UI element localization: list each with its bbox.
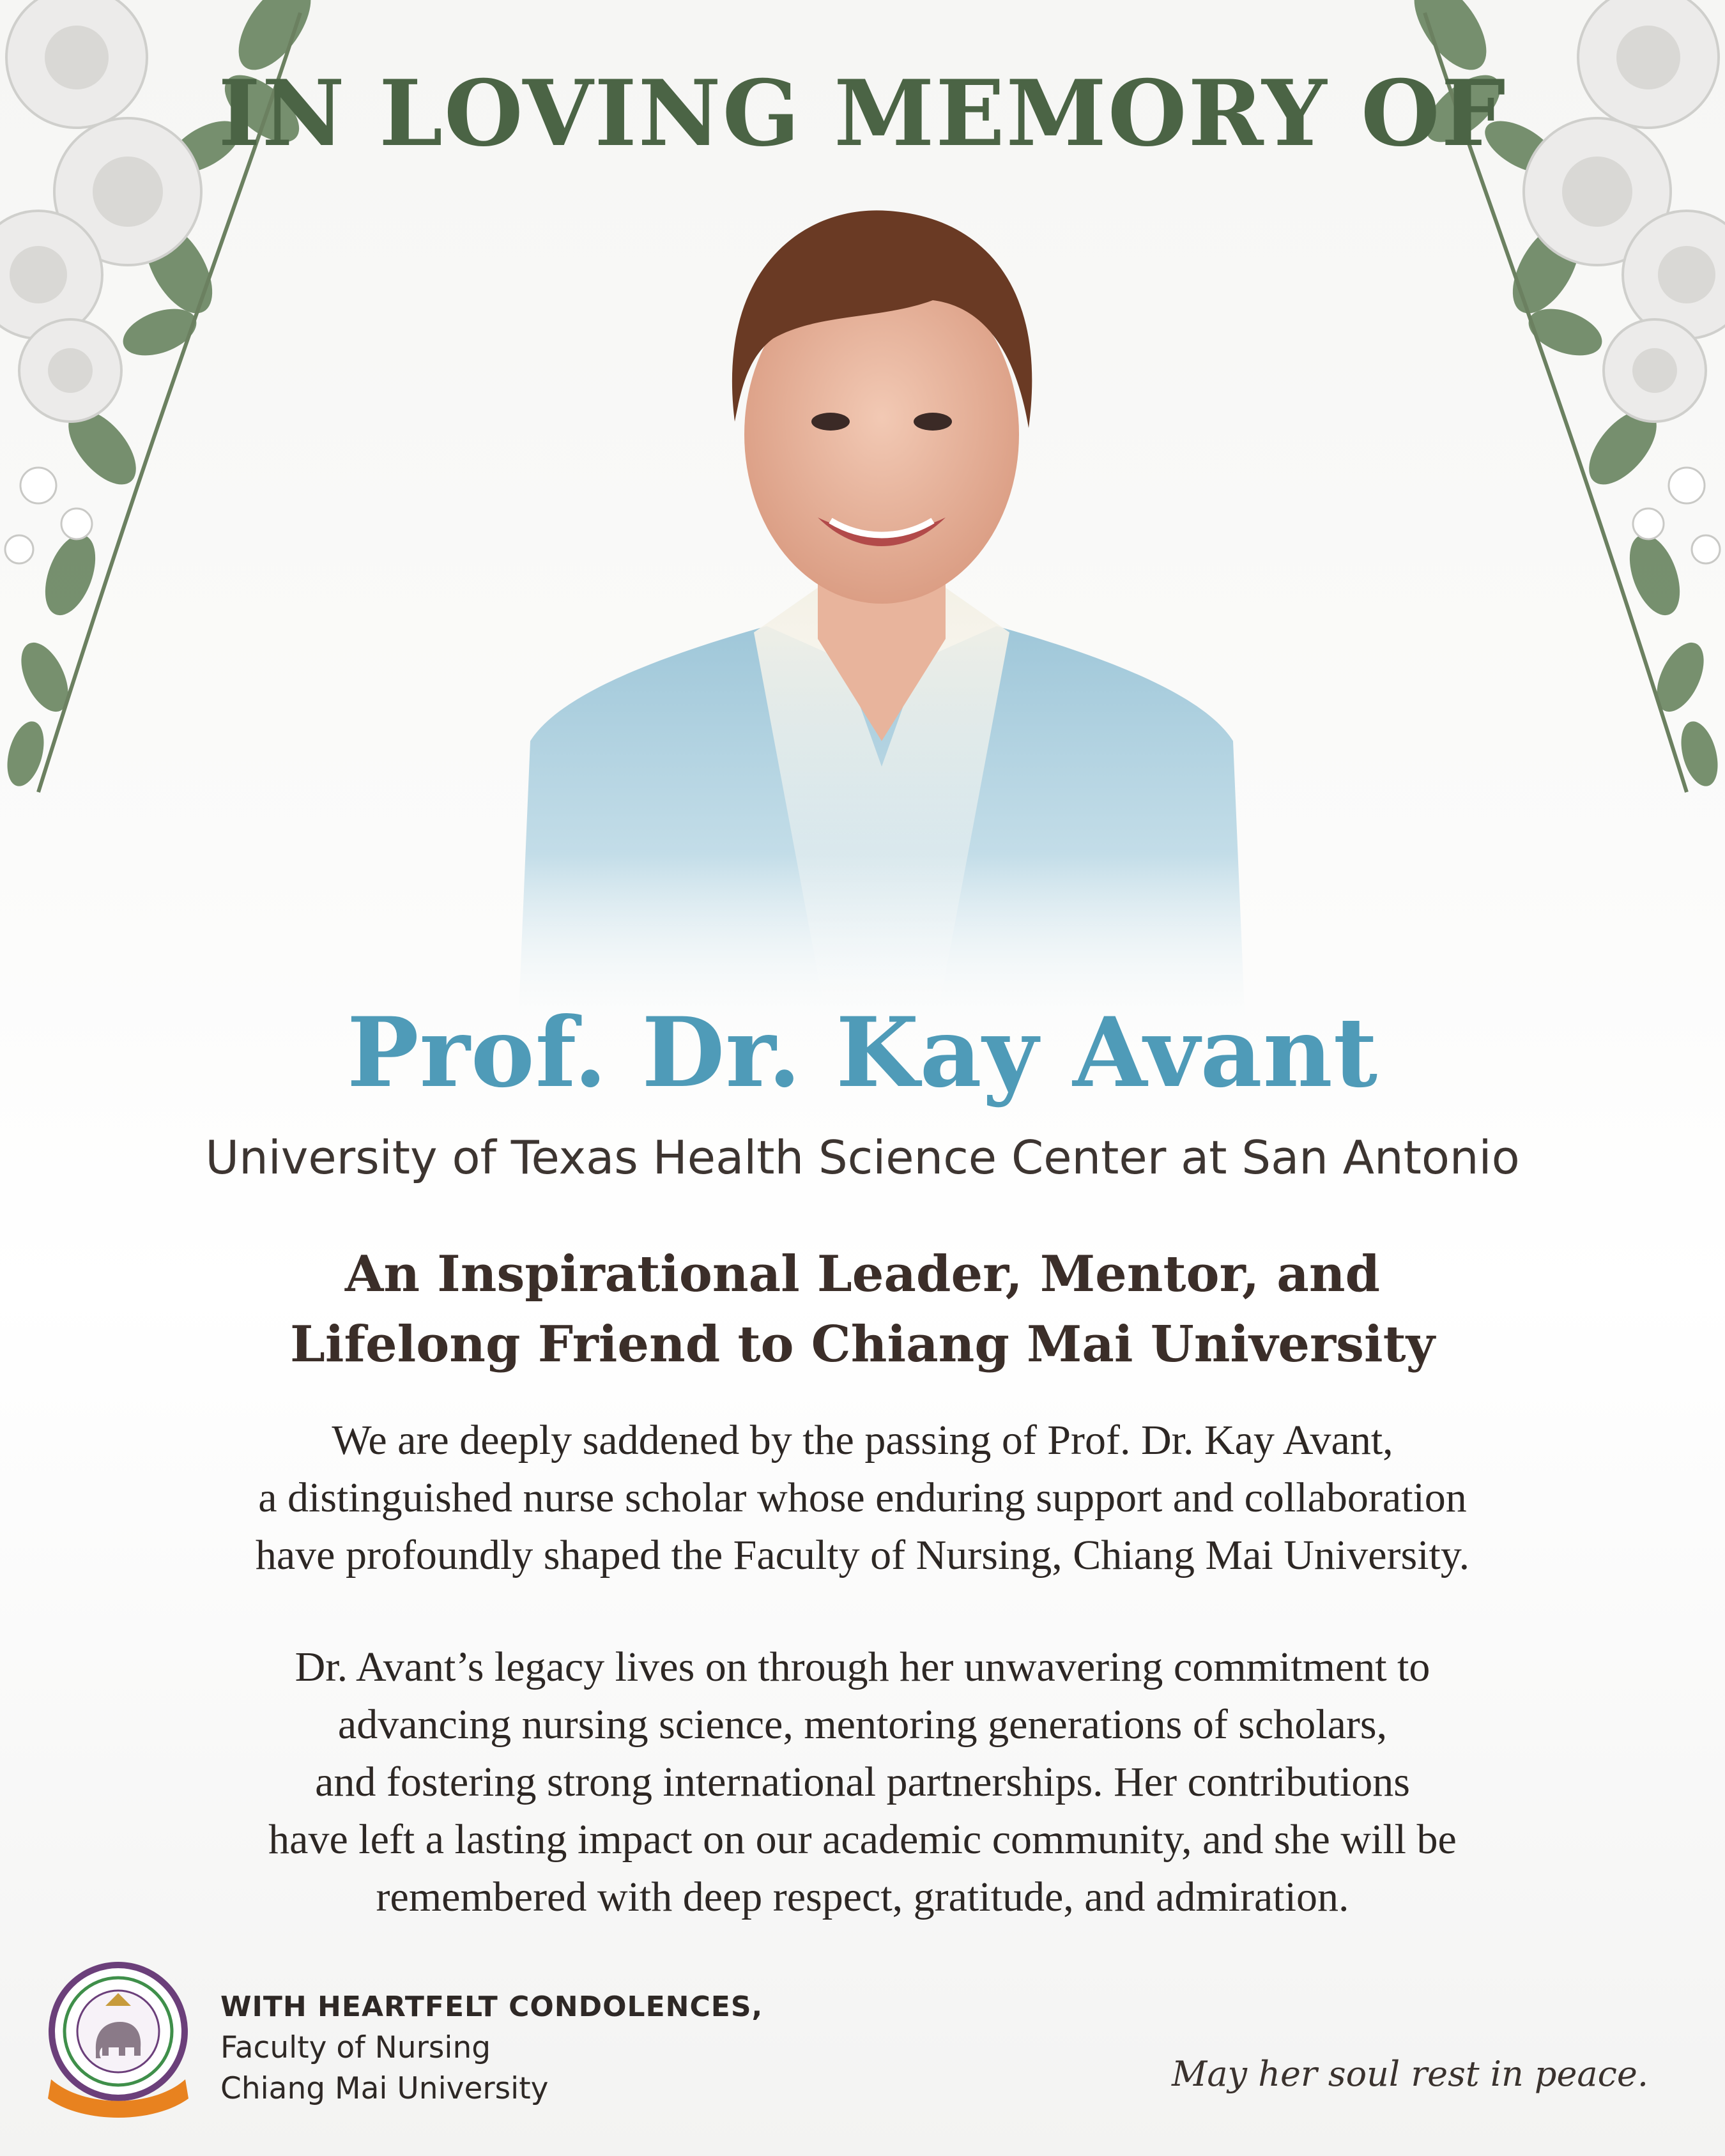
paragraph-line: a distinguished nurse scholar whose enduring support and collaboration xyxy=(258,1474,1467,1521)
tagline-line: An Inspirational Leader, Mentor, and xyxy=(344,1245,1381,1303)
tagline xyxy=(0,1239,1725,1380)
faculty-name: Faculty of Nursing xyxy=(220,2030,491,2065)
paragraph-line: have profoundly shaped the Faculty of Nursing, Chiang Mai University. xyxy=(255,1532,1470,1579)
tagline-line: Lifelong Friend to Chiang Mai University xyxy=(289,1315,1436,1373)
closing-message: May her soul rest in peace. xyxy=(1172,2054,1648,2094)
university-seal-icon xyxy=(45,1961,192,2124)
university-name: Chiang Mai University xyxy=(220,2071,549,2106)
paragraph-line: Dr. Avant’s legacy lives on through her unwavering commitment to xyxy=(295,1644,1430,1690)
memorial-heading: IN LOVING MEMORY OF xyxy=(218,61,1507,167)
person-affiliation: University of Texas Health Science Center at San Antonio xyxy=(205,1131,1520,1184)
portrait-photo xyxy=(486,192,1278,1041)
condolences-title: WITH HEARTFELT CONDOLENCES, xyxy=(220,1991,763,2023)
tribute-paragraph-1 xyxy=(0,1412,1725,1584)
paragraph-line: We are deeply saddened by the passing of Prof. Dr. Kay Avant, xyxy=(332,1417,1393,1464)
paragraph-line: have left a lasting impact on our academic community, and she will be xyxy=(268,1816,1457,1863)
paragraph-line: remembered with deep respect, gratitude, and admiration. xyxy=(376,1874,1349,1920)
tribute-paragraph-2 xyxy=(0,1639,1725,1926)
person-name: Prof. Dr. Kay Avant xyxy=(346,997,1379,1109)
paragraph-line: advancing nursing science, mentoring generations of scholars, xyxy=(337,1701,1388,1748)
paragraph-line: and fostering strong international partnerships. Her contributions xyxy=(315,1759,1410,1805)
condolences-block xyxy=(220,1987,763,2109)
